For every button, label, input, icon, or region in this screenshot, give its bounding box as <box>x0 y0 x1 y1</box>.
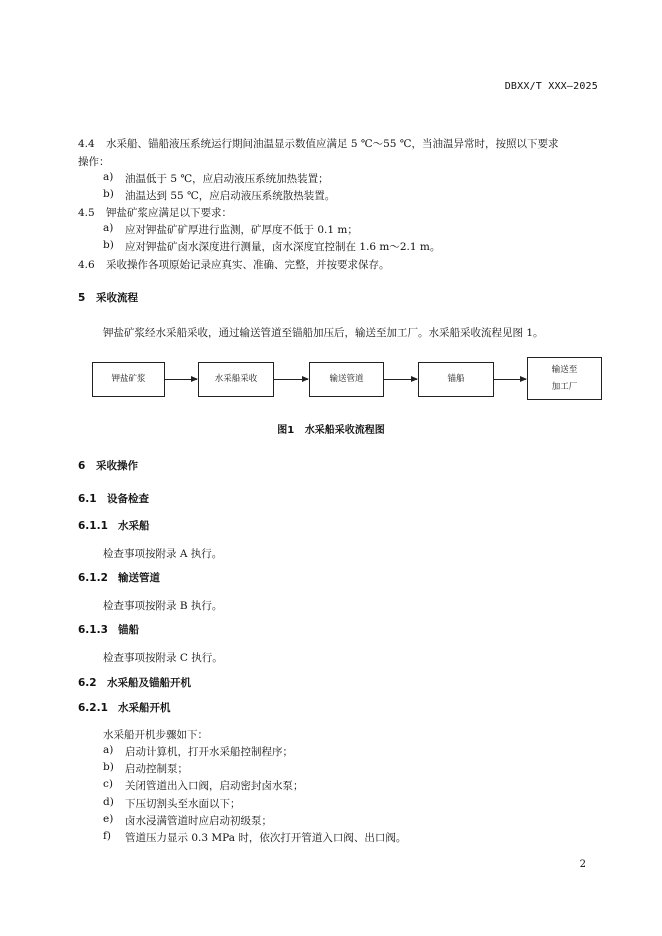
section-6-2-1-intro: 水采船开机步骤如下： <box>103 729 208 741</box>
clause-4-5 <box>78 205 232 220</box>
list-marker: f) <box>103 830 111 842</box>
section-number: 6.1.1 <box>78 520 108 532</box>
list-item: 应对钾盐矿矿厚进行监测，矿厚度不低于 0.1 m； <box>125 224 358 236</box>
flow-arrow <box>274 379 308 380</box>
flow-box-processing-plant <box>527 357 602 400</box>
figure-number: 图1 <box>277 425 295 436</box>
list-marker: a) <box>103 222 114 234</box>
flow-box-label: 输送管道 <box>329 374 364 385</box>
clause-4-4-line2: 操作： <box>78 156 110 168</box>
flow-box-label: 钾盐矿浆 <box>111 374 146 385</box>
section-number: 6.1.2 <box>78 572 108 584</box>
section-number: 6 <box>78 460 86 472</box>
clause-number: 4.6 <box>78 259 95 271</box>
section-6-1-1-text: 检查事项按附录 A 执行。 <box>103 548 223 560</box>
list-item: 启动计算机，打开水采船控制程序； <box>125 746 293 758</box>
section-6-1-2-text: 检查事项按附录 B 执行。 <box>103 600 223 612</box>
section-title: 设备检查 <box>107 493 149 505</box>
list-item: 卤水浸满管道时应启动初级泵； <box>125 815 272 827</box>
section-6-1-heading <box>78 491 149 506</box>
list-item: 下压切割头至水面以下； <box>125 798 241 810</box>
flow-box-anchor-boat <box>418 362 494 397</box>
section-6-1-2-heading <box>78 570 160 585</box>
figure-caption <box>0 421 662 436</box>
clause-number: 4.4 <box>78 138 95 150</box>
list-marker: b) <box>103 761 114 773</box>
section-title: 水采船 <box>118 520 150 532</box>
clause-number: 4.5 <box>78 207 95 219</box>
list-marker: a) <box>103 744 114 756</box>
clause-4-6 <box>78 257 390 272</box>
section-6-2-heading <box>78 675 191 690</box>
clause-text: 钾盐矿浆应满足以下要求： <box>106 207 232 219</box>
figure-title: 水采船采收流程图 <box>304 425 385 436</box>
section-number: 6.1 <box>78 493 97 505</box>
list-marker: a) <box>103 171 114 183</box>
list-item: 油温达到 55 ℃，应启动液压系统散热装置。 <box>125 190 336 202</box>
list-item: 关闭管道出入口阀，启动密封卤水泵； <box>125 780 304 792</box>
document-id-header: DBXX/T XXX—2025 <box>504 81 598 92</box>
flow-arrow <box>165 379 197 380</box>
clause-4-4-line1 <box>78 136 559 151</box>
list-marker: b) <box>103 188 114 200</box>
section-number: 6.2 <box>78 677 97 689</box>
list-marker: c) <box>103 778 113 790</box>
clause-text: 采收操作各项原始记录应真实、准确、完整，并按要求保存。 <box>106 259 390 271</box>
section-6-1-1-heading <box>78 518 150 533</box>
section-title: 采收操作 <box>96 460 138 472</box>
flow-box-label: 加工厂 <box>551 381 578 392</box>
section-title: 输送管道 <box>118 572 160 584</box>
flow-box-potash-slurry <box>92 362 165 397</box>
section-title: 水采船及锚船开机 <box>107 677 191 689</box>
list-item: 应对钾盐矿卤水深度进行测量，卤水深度宜控制在 1.6 m～2.1 m。 <box>125 241 441 253</box>
flow-box-label: 水采船采收 <box>214 374 258 385</box>
list-marker: d) <box>103 796 114 808</box>
section-6-heading <box>78 458 138 473</box>
section-5-heading <box>78 290 138 305</box>
list-marker: e) <box>103 813 114 825</box>
flow-box-label: 锚船 <box>447 374 465 385</box>
page-number: 2 <box>579 859 586 870</box>
section-6-1-3-text: 检查事项按附录 C 执行。 <box>103 652 223 664</box>
section-6-1-3-heading <box>78 622 139 637</box>
section-title: 锚船 <box>118 624 139 636</box>
section-number: 5 <box>78 292 86 304</box>
list-item: 油温低于 5 ℃，应启动液压系统加热装置； <box>125 173 329 185</box>
section-number: 6.1.3 <box>78 624 108 636</box>
section-title: 采收流程 <box>96 292 138 304</box>
flow-arrow <box>384 379 417 380</box>
section-number: 6.2.1 <box>78 702 108 714</box>
flow-arrow <box>494 379 526 380</box>
flow-box-pipeline <box>309 362 384 397</box>
section-5-paragraph: 钾盐矿浆经水采船采收，通过输送管道至锚船加压后，输送至加工厂。水采船采收流程见图 1。 <box>103 327 544 339</box>
clause-text: 水采船、锚船液压系统运行期间油温显示数值应满足 5 ℃～55 ℃，当油温异常时，按照以下要求 <box>106 138 559 150</box>
section-6-2-1-heading <box>78 700 171 715</box>
section-title: 水采船开机 <box>118 702 171 714</box>
list-marker: b) <box>103 239 114 251</box>
list-item: 管道压力显示 0.3 MPa 时，依次打开管道入口阀、出口阀。 <box>125 832 407 844</box>
flow-box-label: 输送至 <box>551 365 578 376</box>
flow-box-water-harvester <box>198 362 274 397</box>
list-item: 启动控制泵； <box>125 763 188 775</box>
